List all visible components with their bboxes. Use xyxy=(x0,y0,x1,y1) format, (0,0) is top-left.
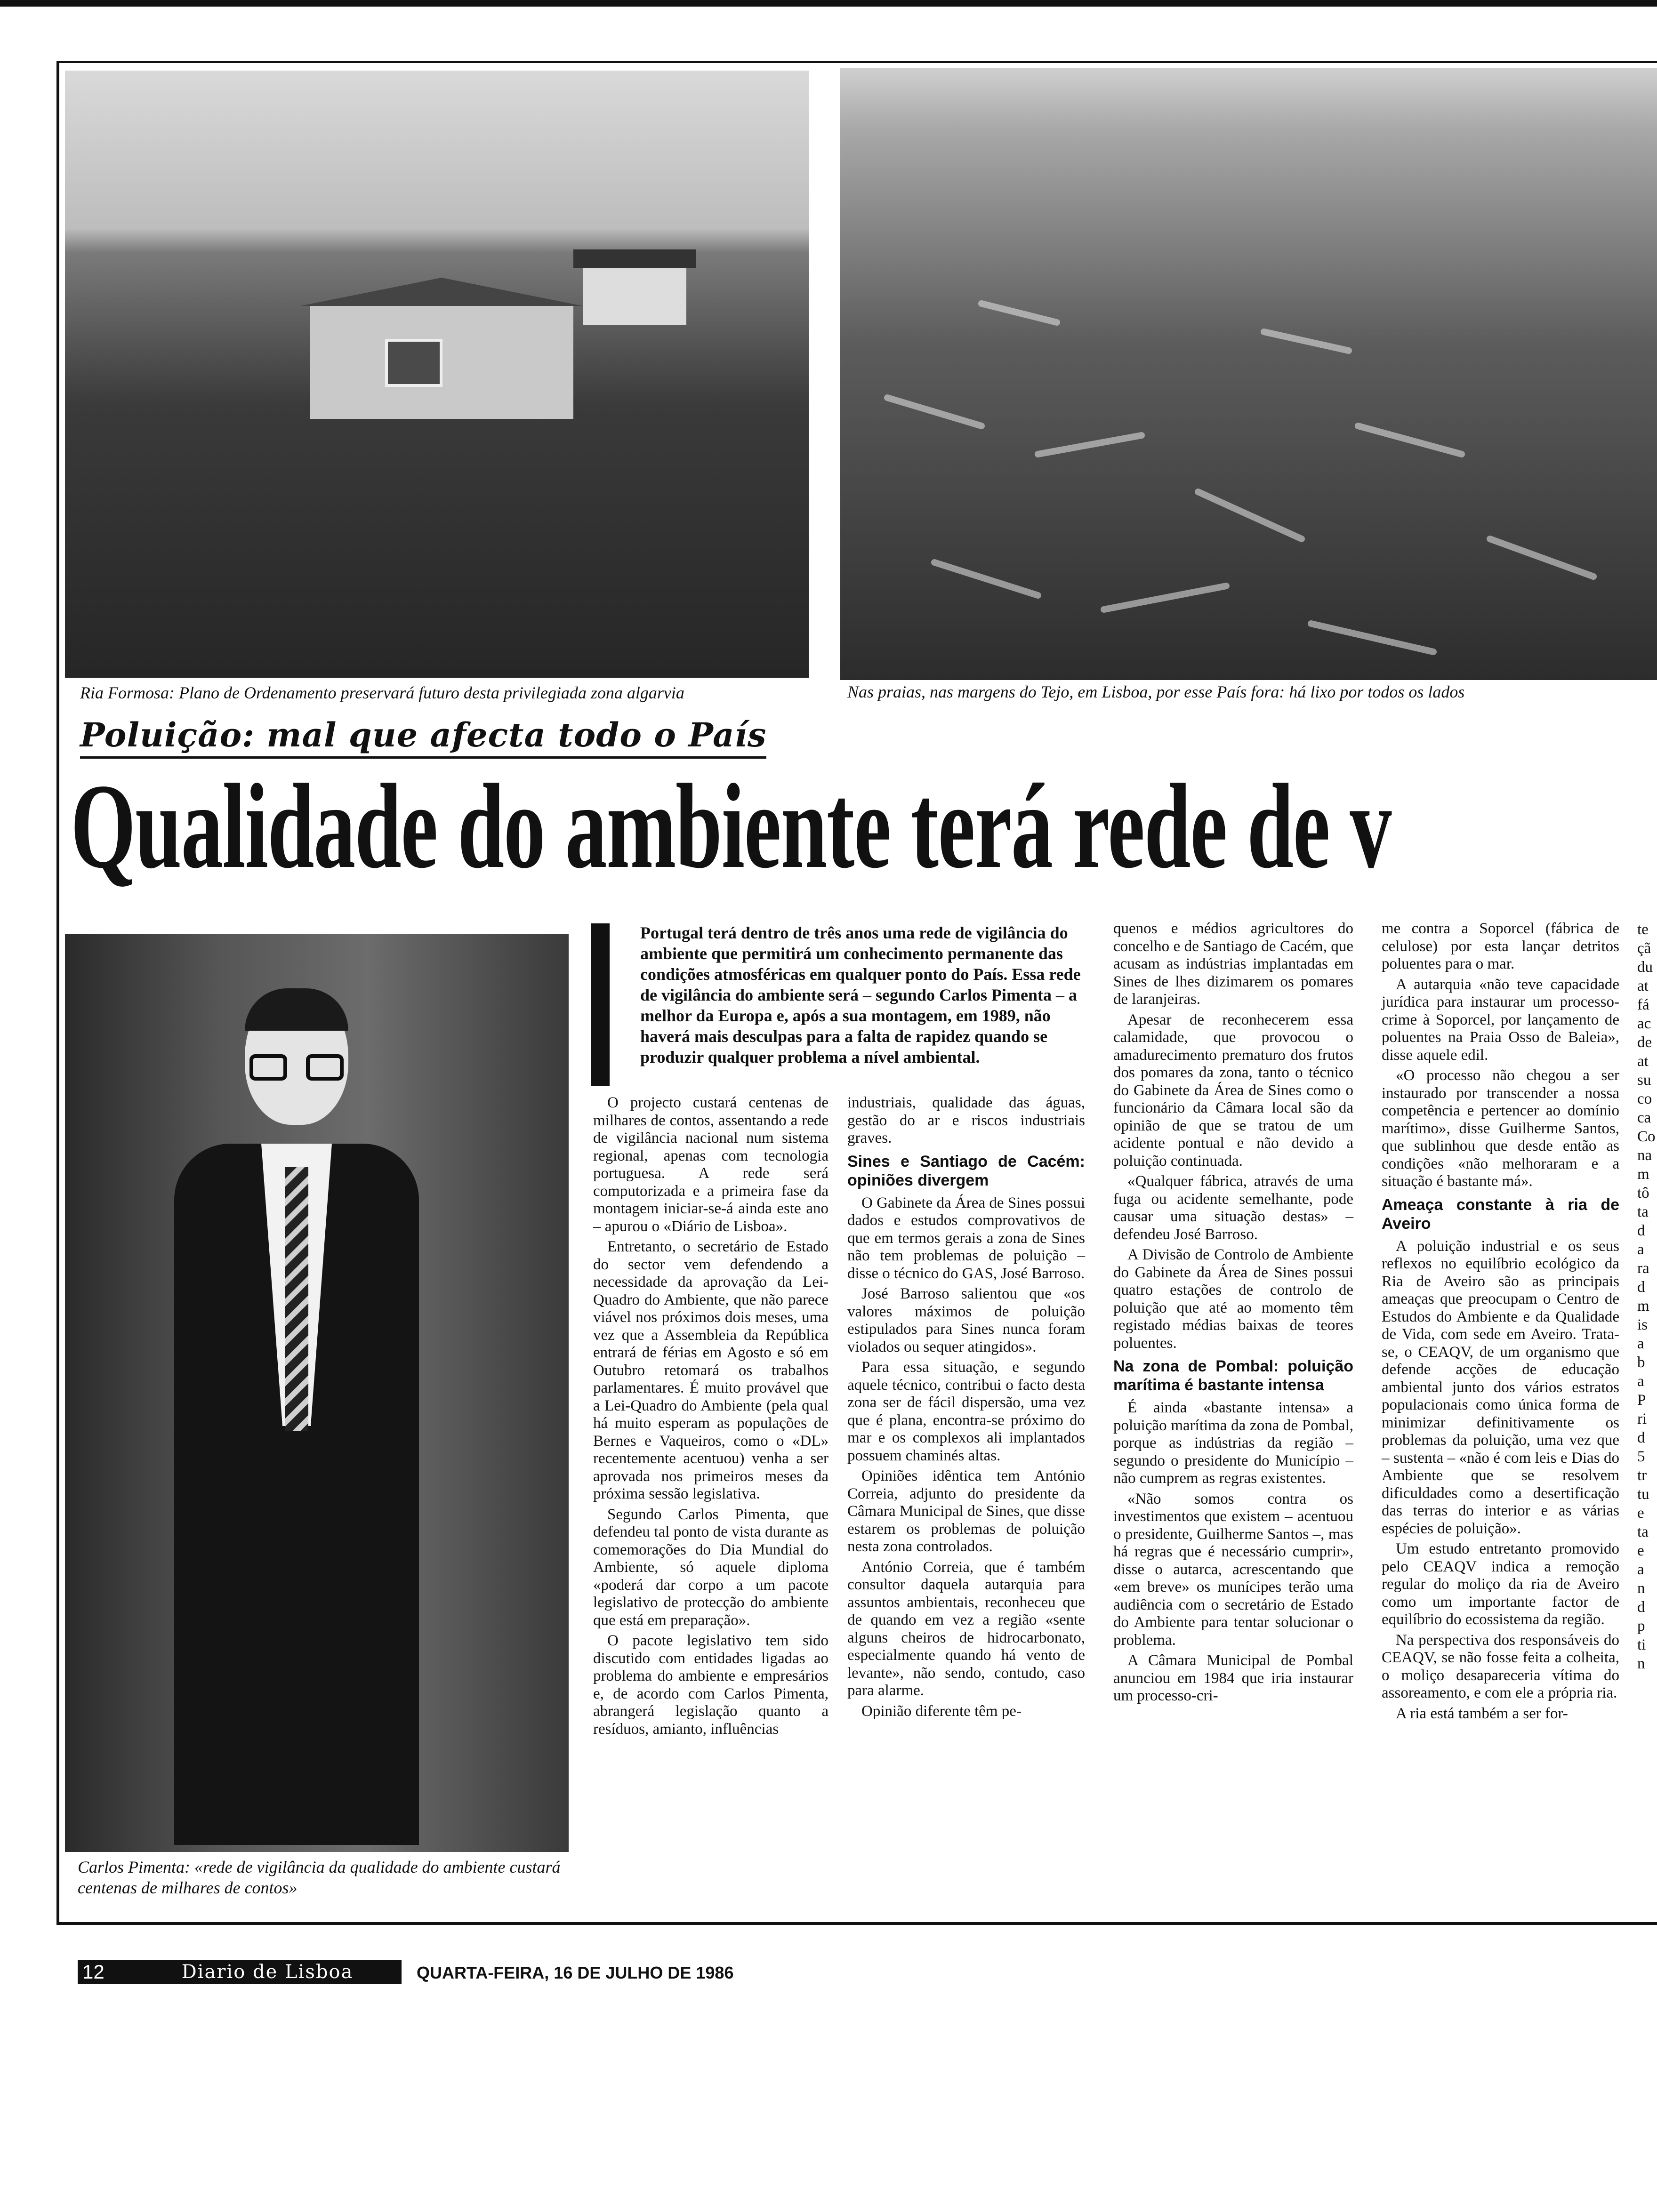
column-5-fragment: p xyxy=(1637,1618,1645,1635)
paragraph: José Barroso salientou que «os valores máximos de poluição estipulados para Sines nunca foram violados ou sequer atingidos». xyxy=(847,1285,1085,1355)
column-5-fragment: tô xyxy=(1637,1185,1649,1202)
paragraph: A ria está também a ser for- xyxy=(1396,1705,1568,1722)
paragraph: É ainda «bastante intensa» a poluição marítima da zona de Pombal, porque as indústrias da região – segundo o presidente do Município – não cumprem as regras existentes. xyxy=(1113,1399,1353,1487)
paragraph: Um estudo entretanto promovido pelo CEAQV indica a remoção regular do moliço da ria de Aveiro como um importante factor de equilíbrio do ecossistema da região. xyxy=(1382,1540,1619,1628)
column-5-fragment: co xyxy=(1637,1090,1652,1107)
column-5-fragment: at xyxy=(1637,1053,1649,1070)
page-number: 12 xyxy=(78,1960,134,1984)
kicker: Poluição: mal que afecta todo o País xyxy=(80,715,766,759)
column-5-fragment: ta xyxy=(1637,1203,1649,1220)
column-5-fragment: çã xyxy=(1637,940,1651,957)
paragraph: «O processo não chegou a ser instaurado por transcender a nossa competência e pertencer ao domínio marítimo», disse Guilherme Santos, que sublinhou que desde então as condições «não melhoraram e a situação é bastante má». xyxy=(1382,1067,1619,1190)
ria-formosa-photo xyxy=(65,71,809,678)
column-4 xyxy=(1382,920,1619,1725)
column-5-fragment: ac xyxy=(1637,1015,1651,1032)
column-5-fragment: e xyxy=(1637,1542,1644,1559)
column-5-fragment: tr xyxy=(1637,1467,1647,1484)
column-5-fragment: at xyxy=(1637,978,1649,994)
subheading: Na zona de Pombal: poluição marítima é bastante intensa xyxy=(1113,1357,1353,1394)
column-5-fragment: ri xyxy=(1637,1411,1647,1427)
subheading: Sines e Santiago de Cacém: opiniões divergem xyxy=(847,1152,1085,1189)
column-5-fragment: ti xyxy=(1637,1636,1646,1653)
column-5-fragment: tu xyxy=(1637,1486,1649,1503)
paragraph: O pacote legislativo tem sido discutido com entidades ligadas ao problema do ambiente e empresários e, de acordo com Carlos Pimenta, abrangerá legislação quanto a resíduos, amianto, influências xyxy=(593,1632,828,1738)
paragraph: «Não somos contra os investimentos que existem – acentuou o presidente, Guilherme Santos –, mas há regras que é necessário cumprir», disse o autarca, acrescentando que «em breve» os munícipes terão uma audiência com o secretário de Estado do Ambiente para tentar solucionar o problema. xyxy=(1113,1490,1353,1649)
column-5-fragment: te xyxy=(1637,921,1649,938)
column-5-fragment: is xyxy=(1637,1316,1648,1333)
column-5-fragment: b xyxy=(1637,1354,1645,1371)
person-icon xyxy=(174,988,419,1845)
column-5-fragment: du xyxy=(1637,959,1653,976)
column-5-fragment: de xyxy=(1637,1034,1652,1051)
paragraph: Na perspectiva dos responsáveis do CEAQV, se não fosse feita a colheita, o moliço desapareceria vítima do assoreamento, e com ele a própria ria. xyxy=(1382,1631,1619,1701)
column-5-fragment: ra xyxy=(1637,1260,1649,1277)
paragraph: Opinião diferente têm pe- xyxy=(861,1702,1022,1720)
paragraph: A Câmara Municipal de Pombal anunciou em 1984 que iria instaurar um processo-cri- xyxy=(1113,1652,1353,1704)
paragraph: Segundo Carlos Pimenta, que defendeu tal ponto de vista durante as comemorações do Dia Mundial do Ambiente, só aquele diploma «poderá dar corpo a um pacote legislativo de protecção do ambiente que está em preparação». xyxy=(593,1506,828,1629)
paragraph: A Divisão de Controlo de Ambiente do Gabinete da Área de Sines possui quatro estações de controlo de poluição que até ao momento têm registado médias baixas de teores poluentes. xyxy=(1113,1246,1353,1352)
column-5-fragment: su xyxy=(1637,1072,1651,1089)
column-5-fragment: ta xyxy=(1637,1523,1649,1540)
lixo-photo xyxy=(840,68,1657,680)
newspaper-logo: Diario de Lisboa xyxy=(133,1960,402,1984)
column-5-fragment: P xyxy=(1637,1392,1646,1409)
paragraph: me contra a Soporcel (fábrica de celulose) por esta lançar detritos poluentes para o mar. xyxy=(1382,920,1619,972)
column-5-fragment: 5 xyxy=(1637,1448,1645,1465)
paragraph: Entretanto, o secretário de Estado do sector vem defendendo a necessidade da aprovação da Lei-Quadro do Ambiente, que não parece viável nos próximos dois meses, uma vez que a Assembleia da República entrará de férias em Agosto e só em Outubro retomará os trabalhos parlamentares. É muito provável que a Lei-Quadro do Ambiente (pela qual há muito esperam as populações de Bernes e Vaqueiros, como o «DL» recentemente acentuou) venha a ser aprovada nos primeiros meses da próxima sessão legislativa. xyxy=(593,1238,828,1502)
issue-date: QUARTA-FEIRA, 16 DE JULHO DE 1986 xyxy=(417,1963,734,1982)
paragraph: O projecto custará centenas de milhares de contos, assentando a rede de vigilância nacional num sistema regional, apenas com tecnologia portuguesa. A rede será computorizada e a primeira fase da montagem iniciar-se-á ainda este ano – apurou o «Diário de Lisboa». xyxy=(593,1094,828,1235)
ria-formosa-caption: Ria Formosa: Plano de Ordenamento preservará futuro desta privilegiada zona algarvia xyxy=(80,683,684,702)
lixo-caption: Nas praias, nas margens do Tejo, em Lisboa, por esse País fora: há lixo por todos os lados xyxy=(847,682,1465,701)
hut-icon xyxy=(573,249,696,325)
drop-cap xyxy=(591,923,610,1086)
paragraph: O Gabinete da Área de Sines possui dados e estudos comprovativos de que em termos gerais a zona de Sines não tem problemas de poluição – disse o técnico do GAS, José Barroso. xyxy=(847,1194,1085,1282)
paragraph: A autarquia «não teve capacidade jurídica para instaurar um processo-crime à Soporcel, por lançamento de poluentes na Praia Osso de Baleia», disse aquele edil. xyxy=(1382,976,1619,1064)
column-5-fragment: a xyxy=(1637,1335,1644,1352)
column-5-fragment: d xyxy=(1637,1222,1645,1239)
paragraph: Apesar de reconhecerem essa calamidade, que provocou o amadurecimento prematuro dos frutos dos pomares da zona, tanto o técnico do Gabinete da Área de Sines como o funcionário da Câmara local são da opinião de que se tratou de um acidente pontual e não devido a poluição continuada. xyxy=(1113,1011,1353,1170)
column-5-fragment: m xyxy=(1637,1298,1649,1314)
lead-paragraph: Portugal terá dentro de três anos uma rede de vigilância do ambiente que permitirá um conhecimento permanente das condições atmosféricas em qualquer ponto do País. Essa rede de vigilância do ambiente será – segundo Carlos Pimenta – a melhor da Europa e, após a sua montagem, em 1989, não haverá mais desculpas para a falta de rapidez quando se produzir qualquer problema a nível ambiental. xyxy=(640,923,1081,1066)
column-2 xyxy=(847,1094,1085,1723)
top-rule xyxy=(0,0,1657,7)
column-5-fragment: d xyxy=(1637,1279,1645,1296)
paragraph: A poluição industrial e os seus reflexos no equilíbrio ecológico da Ria de Aveiro são as principais ameaças que preocupam o Centro de Estudos do Ambiente e da Qualidade de Vida, com sede em Aveiro. Trata-se, o CEAQV, de um organismo que defende acções de educação ambiental junto dos vários estratos populacionais como única forma de minimizar definitivamente os problemas da poluição, uma vez que – sustenta – «não é com leis e Dias do Ambiente que se resolvem dificuldades como a desertificação das terras do interior e as várias espécies de poluição». xyxy=(1382,1237,1619,1537)
column-5-fragment: a xyxy=(1637,1373,1644,1390)
column-5-fragment: na xyxy=(1637,1147,1652,1164)
column-5-fragment: m xyxy=(1637,1166,1649,1183)
column-5-fragment: Co xyxy=(1637,1128,1656,1145)
column-5-fragment: d xyxy=(1637,1599,1645,1616)
subheading: Ameaça constante à ria de Aveiro xyxy=(1382,1195,1619,1233)
paragraph: industriais, qualidade das águas, gestão do ar e riscos industriais graves. xyxy=(847,1094,1085,1146)
column-5-fragment: d xyxy=(1637,1429,1645,1446)
column-1 xyxy=(593,1094,828,1741)
paragraph: Para essa situação, e segundo aquele técnico, contribui o facto desta zona ser de fácil dispersão, uma vez que é plana, encontra-se próximo do mar e os complexos ali implantados possuem chaminés altas. xyxy=(847,1359,1085,1464)
column-5-fragment: e xyxy=(1637,1505,1644,1522)
column-5-fragment: a xyxy=(1637,1561,1644,1578)
carlos-pimenta-caption: Carlos Pimenta: «rede de vigilância da qualidade do ambiente custará centenas de milhares de contos» xyxy=(78,1858,561,1897)
paragraph: António Correia, que é também consultor daquela autarquia para assuntos ambientais, reconheceu que de quando em vez a região «sente alguns cheiros de hidrocarbonato, especialmente quando há vento de levante», não sendo, contudo, caso para alarme. xyxy=(847,1558,1085,1699)
column-5-fragment: a xyxy=(1637,1241,1644,1258)
paragraph: quenos e médios agricultores do concelho e de Santiago de Cacém, que acusam as indústrias implantadas em Sines de lhes dizimarem os pomares de laranjeiras. xyxy=(1113,920,1353,1008)
house-icon xyxy=(310,278,573,419)
column-5-fragment: ca xyxy=(1637,1109,1651,1126)
paragraph: «Qualquer fábrica, através de uma fuga ou acidente semelhante, pode causar uma situação destas» – defendeu José Barroso. xyxy=(1113,1173,1353,1243)
column-5-fragment: n xyxy=(1637,1655,1645,1672)
column-5-fragment: fá xyxy=(1637,996,1649,1013)
column-5-fragment: n xyxy=(1637,1580,1645,1597)
headline: Qualidade do ambiente terá rede de v xyxy=(71,759,1392,893)
column-5-cropped xyxy=(1637,920,1657,1673)
debris-icon xyxy=(840,68,1657,680)
paragraph: Opiniões idêntica tem António Correia, adjunto do presidente da Câmara Municipal de Sines, que disse estarem os problemas de poluição nesta zona controlados. xyxy=(847,1467,1085,1555)
column-3 xyxy=(1113,920,1353,1708)
